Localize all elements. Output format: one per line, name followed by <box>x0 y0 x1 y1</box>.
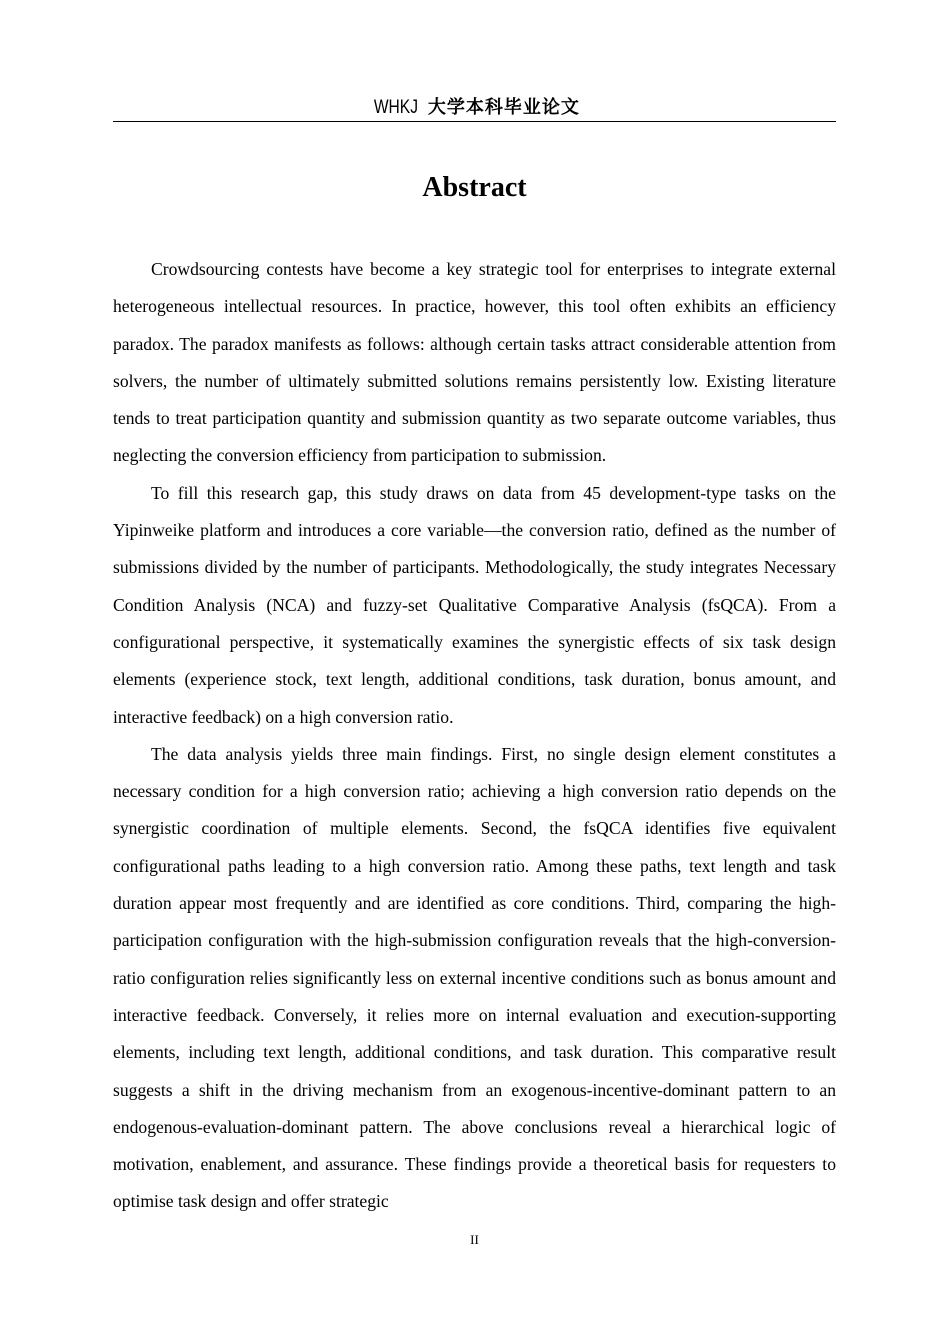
abstract-body <box>113 251 836 1221</box>
header-title-cn: 大学本科毕业论文 <box>427 97 580 118</box>
abstract-paragraph-3: The data analysis yields three main findings. First, no single design element constitutes a necessary condition for a high conversion ratio; achieving a high conversion ratio depends on the synergistic coordination of multiple elements. Second, the fsQCA identifies five equivalent configurational paths leading to a high conversion ratio. Among these paths, text length and task duration appear most frequently and are identified as core conditions. Third, comparing the high-participation configuration with the high-submission configuration reveals that the high-conversion-ratio configuration relies significantly less on external incentive conditions such as bonus amount and interactive feedback. Conversely, it relies more on internal evaluation and execution-supporting elements, including text length, additional conditions, and task duration. This comparative result suggests a shift in the driving mechanism from an exogenous-incentive-dominant pattern to an endogenous-evaluation-dominant pattern. The above conclusions reveal a hierarchical logic of motivation, enablement, and assurance. These findings provide a theoretical basis for requesters to optimise task design and offer strategic <box>113 743 836 1212</box>
header-rule <box>113 121 836 122</box>
abstract-title: Abstract <box>422 172 527 203</box>
abstract-paragraph-2: To fill this research gap, this study draws on data from 45 development-type tasks on the Yipinweike platform and introduces a core variable—the conversion ratio, defined as the number of submissions divided by the number of participants. Methodologically, the study integrates Necessary Condition Analysis (NCA) and fuzzy-set Qualitative Comparative Analysis (fsQCA). From a configurational perspective, it systematically examines the synergistic effects of six task design elements (experience stock, text length, additional conditions, task duration, bonus amount, and interactive feedback) on a high conversion ratio. <box>113 482 836 727</box>
page-number: II <box>470 1232 479 1247</box>
header-abbreviation: WHKJ <box>373 97 419 118</box>
running-header <box>113 94 836 121</box>
abstract-paragraph-1: Crowdsourcing contests have become a key strategic tool for enterprises to integrate external heterogeneous intellectual resources. In practice, however, this tool often exhibits an efficiency paradox. The paradox manifests as follows: although certain tasks attract considerable attention from solvers, the number of ultimately submitted solutions remains persistently low. Existing literature tends to treat participation quantity and submission quantity as two separate outcome variables, thus neglecting the conversion efficiency from participation to submission. <box>113 259 836 466</box>
